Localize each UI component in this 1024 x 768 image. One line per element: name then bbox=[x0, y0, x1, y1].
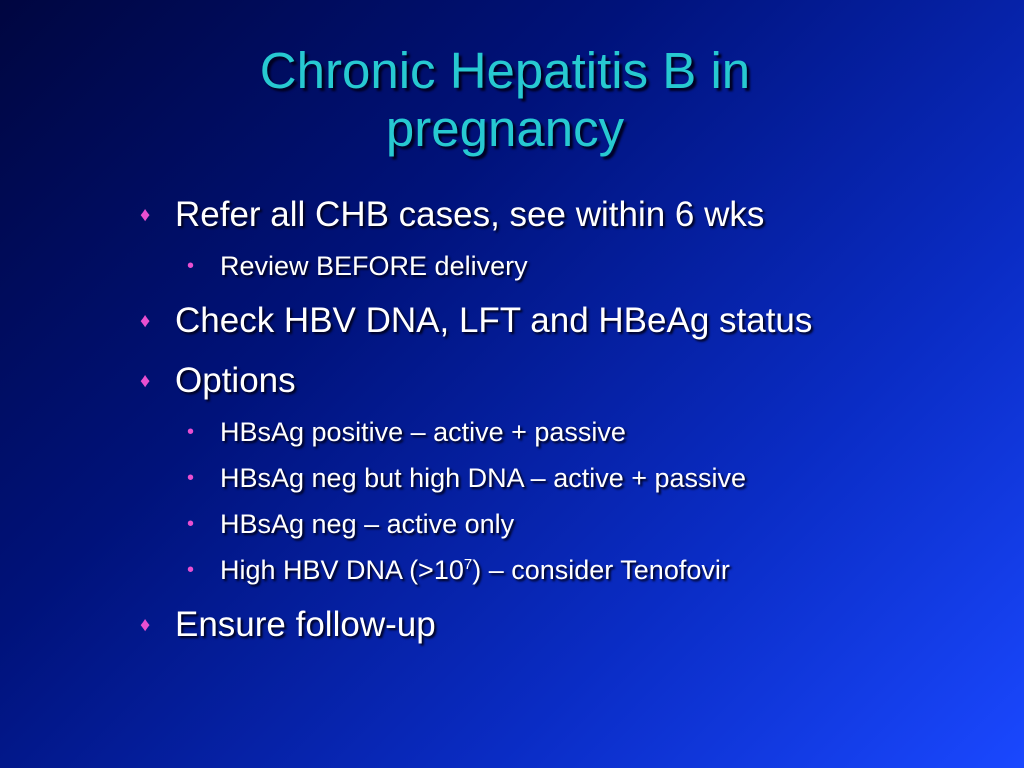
diamond-icon: ♦ bbox=[140, 204, 151, 226]
bullet-text: Options bbox=[175, 361, 296, 400]
dot-icon: • bbox=[187, 559, 195, 581]
bullet-item bbox=[0, 356, 855, 406]
bullet-item bbox=[0, 296, 855, 346]
sub-bullet-text: HBsAg positive – active + passive bbox=[220, 417, 626, 447]
diamond-icon: ♦ bbox=[140, 310, 151, 332]
sub-bullet-text: HBsAg neg but high DNA – active + passive bbox=[220, 463, 747, 493]
dot-icon: • bbox=[187, 467, 195, 489]
bullet-text: Refer all CHB cases, see within 6 wks bbox=[175, 195, 765, 234]
slide-title: Chronic Hepatitis B in pregnancy bbox=[259, 42, 751, 157]
dot-icon: • bbox=[187, 421, 195, 443]
dot-icon: • bbox=[187, 513, 195, 535]
bullet-text: Ensure follow-up bbox=[175, 605, 436, 644]
sub-bullet-item bbox=[0, 414, 900, 450]
sub-bullet-item bbox=[0, 506, 900, 542]
dot-icon: • bbox=[187, 255, 195, 277]
sub-bullet-item bbox=[0, 460, 900, 496]
bullet-text: Check HBV DNA, LFT and HBeAg status bbox=[175, 301, 813, 340]
sub-bullet-text: Review BEFORE delivery bbox=[220, 251, 528, 281]
bullet-item bbox=[0, 190, 855, 240]
sub-bullet-text bbox=[220, 555, 730, 585]
sub-bullet-text: HBsAg neg – active only bbox=[220, 509, 515, 539]
bullet-item bbox=[0, 600, 855, 650]
diamond-icon: ♦ bbox=[140, 370, 151, 392]
text-part: High HBV DNA (>10 bbox=[220, 555, 464, 585]
sub-bullet-item bbox=[0, 248, 900, 284]
diamond-icon: ♦ bbox=[140, 614, 151, 636]
sub-bullet-item bbox=[0, 552, 900, 588]
text-part: ) – consider Tenofovir bbox=[472, 555, 730, 585]
superscript: 7 bbox=[463, 556, 473, 573]
slide-body bbox=[0, 190, 1024, 660]
